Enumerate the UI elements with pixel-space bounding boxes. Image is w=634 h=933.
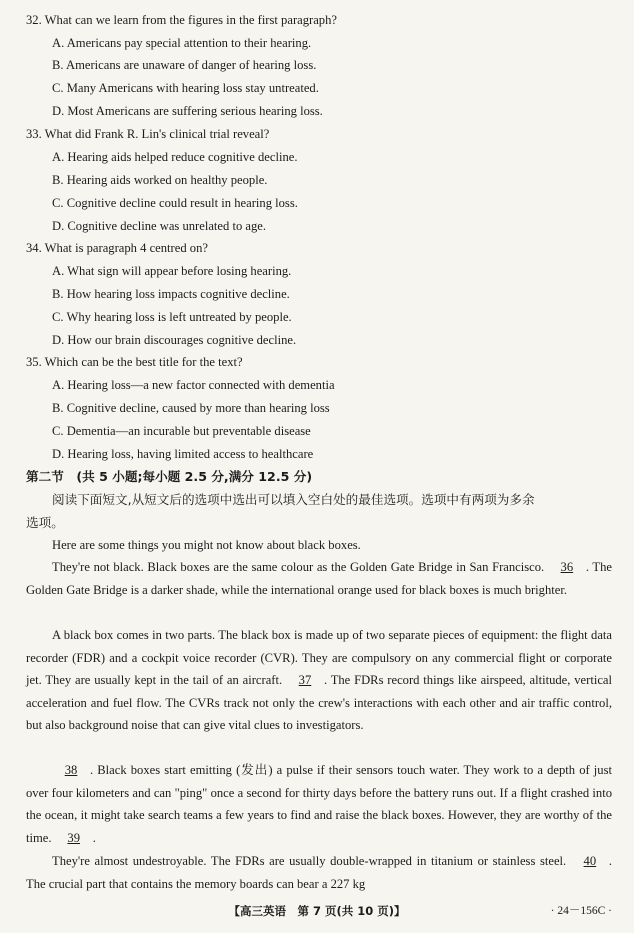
section-heading: 第二节 (共 5 小题;每小题 2.5 分,满分 12.5 分) [26, 469, 313, 484]
question-34-option-d: D. How our brain discourages cognitive decline. [52, 333, 297, 347]
passage-paragraph-5 [26, 850, 612, 895]
section-instruction-line2: 选项。 [26, 515, 64, 530]
blank-40: 40 [583, 854, 597, 868]
passage-paragraph-2 [26, 556, 612, 601]
question-34-option-b: B. How hearing loss impacts cognitive decline. [52, 287, 290, 301]
passage-p3-text-a: A black box comes in two parts. The black box is made up of two separate pieces of equipment: the flight data recorder (FDR) and a cockpit voice recorder (CVR). They are compulsory on any commercial flight or corporate jet. They are usually kept in the tail of an aircraft. [26, 628, 612, 688]
blank-39: 39 [67, 830, 80, 845]
page-footer-label: 【高三英语 第 7 页(共 10 页)】 [228, 904, 406, 918]
passage-p5-text-a: They're almost undestroyable. The FDRs are usually double-wrapped in titanium or stainless steel. [52, 854, 567, 868]
passage-paragraph-4 [26, 759, 612, 849]
blank-36: 36 [560, 560, 574, 574]
question-35-option-a: A. Hearing loss—a new factor connected with dementia [52, 378, 335, 392]
question-33-option-d: D. Cognitive decline was unrelated to age. [52, 219, 267, 233]
question-32-option-c: C. Many Americans with hearing loss stay untreated. [52, 81, 319, 95]
passage-p4-text-b: . [92, 830, 96, 845]
passage-p1-text: Here are some things you might not know about black boxes. [52, 538, 361, 552]
question-34-option-a: A. What sign will appear before losing hearing. [52, 264, 292, 278]
question-35-option-d: D. Hearing loss, having limited access to healthcare [52, 447, 314, 461]
question-32-option-d: D. Most Americans are suffering serious hearing loss. [52, 104, 323, 118]
section-instruction-line1: 阅读下面短文,从短文后的选项中选出可以填入空白处的最佳选项。选项中有两项为多余 [52, 492, 535, 507]
question-32-option-b: B. Americans are unaware of danger of hearing loss. [52, 58, 317, 72]
question-34-stem: 34. What is paragraph 4 centred on? [26, 241, 208, 255]
question-33-option-c: C. Cognitive decline could result in hearing loss. [52, 196, 298, 210]
passage-p2-text-a: They're not black. Black boxes are the same colour as the Golden Gate Bridge in San Francisco. [52, 560, 545, 574]
question-32-option-a: A. Americans pay special attention to their hearing. [52, 36, 312, 50]
question-33-option-a: A. Hearing aids helped reduce cognitive decline. [52, 150, 298, 164]
question-35-option-b: B. Cognitive decline, caused by more than hearing loss [52, 401, 330, 415]
passage-paragraph-1 [26, 534, 612, 557]
passage-p3-text-b: . The FDRs record things like airspeed, altitude, vertical acceleration and fuel flow. The CVRs track not only the crew's interactions with each other and air traffic control, but also background noise that can give vital clues to investigators. [26, 673, 612, 733]
question-35-option-c: C. Dementia—an incurable but preventable disease [52, 424, 311, 438]
passage-p5-text-b: . The crucial part that contains the memory boards can bear a 227 kg [26, 854, 612, 891]
blank-37: 37 [298, 673, 312, 688]
question-33-stem: 33. What did Frank R. Lin's clinical trial reveal? [26, 127, 270, 141]
passage-paragraph-3 [26, 624, 612, 737]
blank-38: 38 [64, 763, 78, 777]
passage-p2-text-b: . The Golden Gate Bridge is a darker shade, while the international orange used for black boxes is much brighter. [26, 560, 612, 597]
page-footer-code: · 24－156C · [550, 905, 612, 917]
passage-p4-text-a: . Black boxes start emitting (发出) a pulse if their sensors touch water. They work to a depth of just over four kilometers and can "ping" once a second for thirty days before the battery runs out. If a flight crashed into the ocean, it might take search teams a few years to find and raise the black boxes. However, they are worthy of the time. [26, 763, 612, 845]
question-34-option-c: C. Why hearing loss is left untreated by people. [52, 310, 292, 324]
question-32-stem: 32. What can we learn from the figures in the first paragraph? [26, 13, 337, 27]
question-35-stem: 35. Which can be the best title for the text? [26, 355, 243, 369]
question-33-option-b: B. Hearing aids worked on healthy people. [52, 173, 268, 187]
